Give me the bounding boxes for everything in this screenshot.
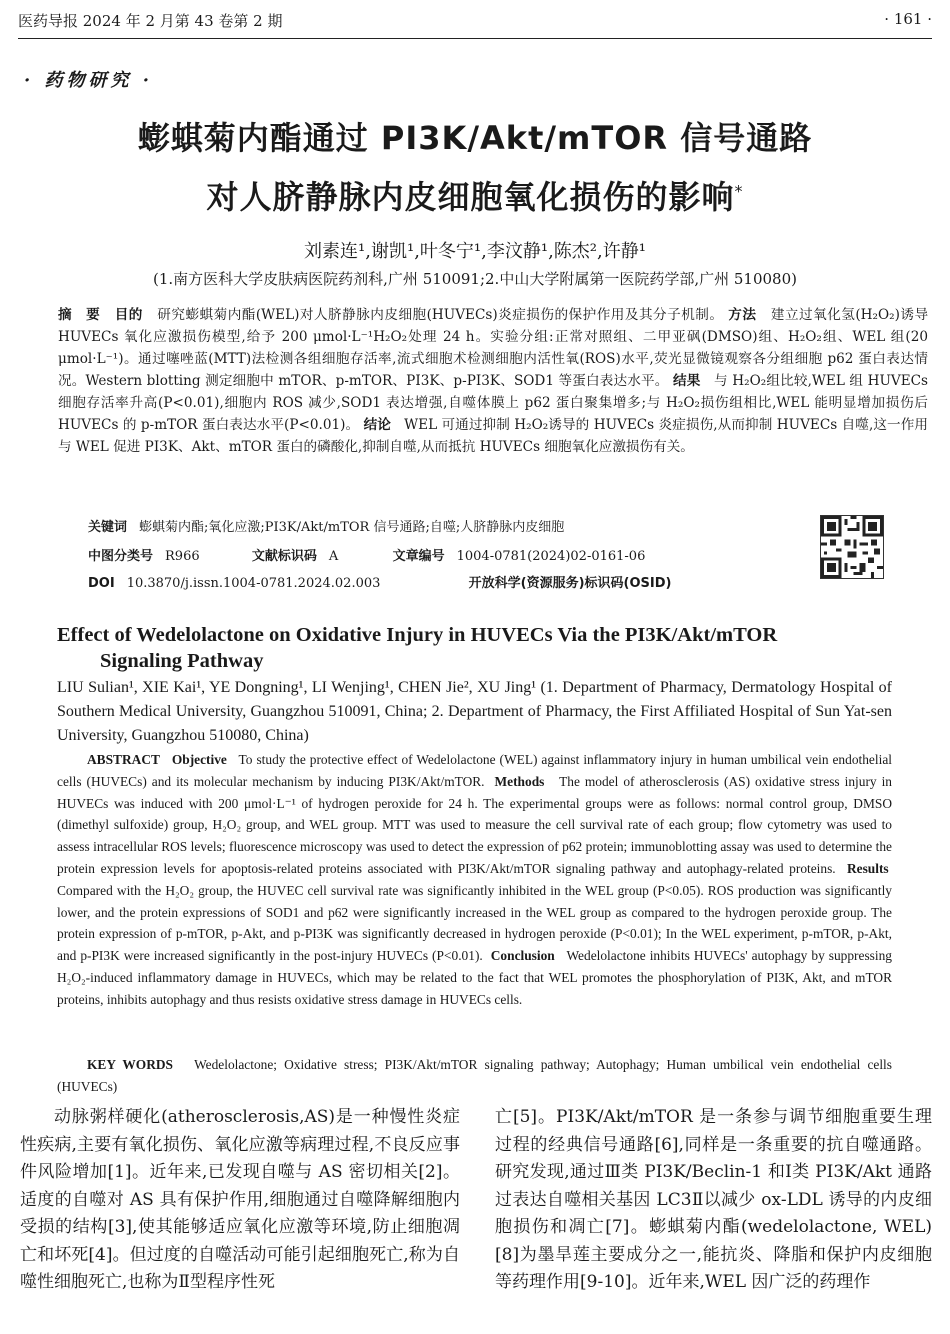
conclusion-en-text: Wedelolactone inhibits HUVECs' autophagy by suppressing H₂O₂-induced inflammatory damage in HUVECs, which may be related to the fact that WEL promotes the phosphorylation of PI3K, Akt, and mTOR proteins, inhibits autophagy and thus resists oxidative stress damage in HUVECs cells. <box>57 948 892 1007</box>
journal-issue: 医药导报 2024 年 2 月第 43 卷第 2 期 <box>18 12 283 30</box>
title-en-line1: Effect of Wedelolactone on Oxidative Injury in HUVECs Via the PI3K/Akt/mTOR <box>57 624 778 646</box>
page-number: · 161 · <box>884 10 932 28</box>
header-rule <box>18 38 932 39</box>
title-zh-line2: 对人脐静脉内皮细胞氧化损伤的影响* <box>206 178 744 216</box>
keywords-en-label: KEY WORDS <box>87 1057 173 1072</box>
abstract-label: 摘 要 <box>58 307 101 323</box>
results-en-label: Results <box>846 860 889 876</box>
keywords-zh <box>88 516 564 535</box>
clc-value: R966 <box>165 549 200 564</box>
title-en-line2: Signaling Pathway <box>100 650 264 672</box>
keywords-label: 关键词 <box>88 520 128 535</box>
methods-en-text: The model of atherosclerosis (AS) oxidative stress injury in HUVECs was induced with 200 μmol·L⁻¹ of hydrogen peroxide for 24 h. The experimental groups were as follows: normal control group, DMSO (dimethyl sulfoxide) group, H₂O₂ group, and WEL group. MTT was used to measure the cell survival rate of each group; flow cytometry was used to assess intracellular ROS levels; fluorescence microscopy was used to detect the expression of p62 protein; immunoblotting assay was used to determine the protein expression levels for apoptosis-related proteins associated with PI3K/Akt/mTOR signaling pathway and autophagy-related proteins. <box>57 773 892 876</box>
osid-label: 开放科学(资源服务)标识码(OSID) <box>468 576 672 591</box>
objective-label: 目的 <box>114 307 143 323</box>
conclusion-text: WEL 可通过抑制 H₂O₂诱导的 HUVECs 炎症损伤,从而抑制 HUVECs 自噬,这一作用与 WEL 促进 PI3K、Akt、mTOR 蛋白的磷酸化,抑制自噬,从而抵抗 HUVECs 细胞氧化应激损伤有关。 <box>58 417 928 455</box>
column-tag: · 药物研究 · <box>24 70 154 91</box>
keywords-en <box>57 1054 892 1098</box>
methods-label: 方法 <box>728 307 757 323</box>
classification-line <box>88 545 645 564</box>
keywords-text: 蟛蜞菊内酯;氧化应激;PI3K/Akt/mTOR 信号通路;自噬;人脐静脉内皮细胞 <box>139 520 565 535</box>
article-no-value: 1004-0781(2024)02-0161-06 <box>456 549 646 564</box>
keywords-en-text: Wedelolactone; Oxidative stress; PI3K/Akt/mTOR signaling pathway; Autophagy; Human umbilical vein endothelial cells (HUVECs) <box>57 1057 892 1094</box>
results-label: 结果 <box>673 373 701 389</box>
body-column-right <box>495 1104 932 1297</box>
clc-label: 中图分类号 <box>88 549 154 564</box>
objective-text: 研究蟛蜞菊内酯(WEL)对人脐静脉内皮细胞(HUVECs)炎症损伤的保护作用及其分子机制。 <box>157 307 724 323</box>
title-zh-line1: 蟛蜞菊内酯通过 PI3K/Akt/mTOR 信号通路 <box>137 119 813 157</box>
objective-en-label: Objective <box>171 752 227 767</box>
fund-mark: * <box>734 181 744 201</box>
conclusion-en-label: Conclusion <box>490 948 555 964</box>
doi-label: DOI <box>88 576 115 591</box>
results-text: 与 H₂O₂组比较,WEL 组 HUVECs 细胞存活率升高(P<0.01),细胞内 ROS 减少,SOD1 表达增强,自噬体膜上 p62 蛋白聚集增多;与 H₂O₂损伤组相比,WEL 能明显增加损伤后 HUVECs 的 p-mTOR 蛋白表达水平(P<0.01)。 <box>58 373 929 433</box>
results-en-text: Compared with the H₂O₂ group, the HUVEC cell survival rate was significantly inhibited in the WEL group (P<0.05). ROS production was significantly lower, and the protein expressions of SOD1 and p62 were significantly increased in the WEL group as compared to the hydrogen peroxide group. The protein expression of p-mTOR, p-Akt, and p-PI3K was significantly decreased in hydrogen peroxide (P<0.01); In the WEL experiment, p-mTOR, p-Akt, and p-PI3K were increased significantly in the post-injury HUVECs (P<0.01). <box>57 882 892 964</box>
methods-en-label: Methods <box>494 773 545 789</box>
conclusion-label: 结论 <box>363 417 391 433</box>
running-header <box>18 6 932 36</box>
authors-zh: 刘素连¹,谢凯¹,叶冬宁¹,李汶静¹,陈杰²,许静¹ <box>304 241 646 262</box>
abstract-zh <box>58 304 928 458</box>
methods-text: 建立过氧化氢(H₂O₂)诱导 HUVECs 氧化应激损伤模型,给予 200 μmol·L⁻¹H₂O₂处理 24 h。实验分组:正常对照组、二甲亚砜(DMSO)组、H₂O₂组、WEL 组(20 μmol·L⁻¹)。通过噻唑蓝(MTT)法检测各组细胞存活率,流式细胞术检测细胞内活性氧(ROS)水平,荧光显微镜观察各分组细胞 p62 蛋白表达情况。Western blotting 测定细胞中 mTOR、p-mTOR、PI3K、p-PI3K、SOD1 等蛋白表达水平。 <box>58 307 929 389</box>
objective-en-text: To study the protective effect of Wedelolactone (WEL) against inflammatory injury in human umbilical vein endothelial cells (HUVECs) and its molecular mechanism by inducing PI3K/Akt/mTOR. <box>57 752 892 789</box>
title-en <box>57 622 890 674</box>
doi-value: 10.3870/j.issn.1004-0781.2024.02.003 <box>126 576 381 591</box>
affiliation-zh: (1.南方医科大学皮肤病医院药剂科,广州 510091;2.中山大学附属第一医院药学部,广州 510080) <box>153 270 797 288</box>
body-column-left <box>20 1104 460 1297</box>
body-paragraph: 亡[5]。PI3K/Akt/mTOR 是一条参与调节细胞重要生理过程的经典信号通路[6],同样是一条重要的抗自噬通路。研究发现,通过Ⅲ类 PI3K/Beclin-1 和Ⅰ类 PI3K/Akt 通路过表达自噬相关基因 LC3Ⅱ以减少 ox-LDL 诱导的内皮细胞损伤和凋亡[7]。蟛蜞菊内酯(wedelolactone, WEL)[8]为墨旱莲主要成分之一,能抗炎、降脂和保护内皮细胞等药理作用[9-10]。近年来,WEL 因广泛的药理作 <box>495 1107 932 1292</box>
doc-code-label: 文献标识码 <box>251 549 317 564</box>
authors-en: LIU Sulian¹, XIE Kai¹, YE Dongning¹, LI Wenjing¹, CHEN Jie², XU Jing¹ (1. Department of Pharmacy, Dermatology Hospital of Southern Medical University, Guangzhou 510091, China; 2. Department of Pharmacy, the First Affiliated Hospital of Sun Yat-sen University, Guangzhou 510080, China) <box>57 679 892 744</box>
abstract-en <box>57 749 892 1011</box>
body-paragraph: 动脉粥样硬化(atherosclerosis,AS)是一种慢性炎症性疾病,主要有氧化损伤、氧化应激等病理过程,不良反应事件风险增加[1]。近年来,已发现自噬与 AS 密切相关[2]。适度的自噬对 AS 具有保护作用,细胞通过自噬降解细胞内受损的结构[3],使其能够适应氧化应激等环境,防止细胞凋亡和坏死[4]。但过度的自噬活动可能引起细胞死亡,称为自噬性细胞死亡,也称为Ⅱ型程序性死 <box>20 1107 460 1292</box>
qr-code-icon <box>820 515 884 579</box>
abstract-en-label: ABSTRACT <box>87 752 160 767</box>
doc-code-value: A <box>328 549 339 564</box>
doi-line <box>88 572 671 591</box>
article-no-label: 文章编号 <box>392 549 445 564</box>
